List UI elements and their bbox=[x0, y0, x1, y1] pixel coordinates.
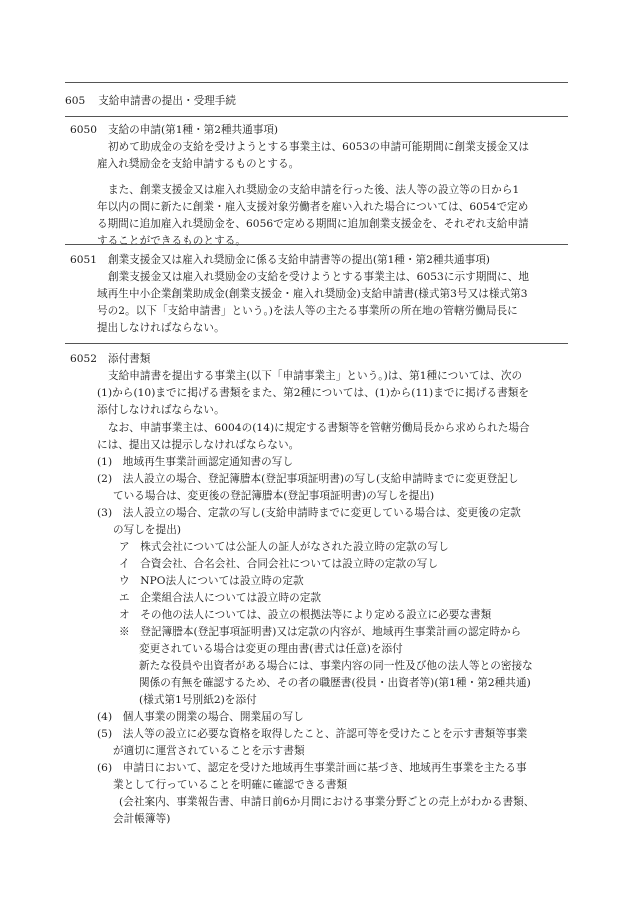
item-title: 創業支援金又は雇入れ奨励金に係る支給申請書等の提出(第1種・第2種共通事項) bbox=[108, 254, 490, 266]
item-number: 6050 bbox=[70, 124, 97, 136]
paragraph-line: なお、申請事業主は、6004の(14)に規定する書類等を管轄労働局長から求められた場合 bbox=[108, 422, 530, 434]
paragraph-line: る期間に追加雇入れ奨励金を、6056で定める期間に追加創業支援金を、それぞれ支給申請 bbox=[97, 218, 529, 230]
section-heading bbox=[65, 93, 236, 110]
paragraph-line: 創業支援金又は雇入れ奨励金の支給を受けようとする事業主は、6053に示す期間に、地 bbox=[108, 271, 529, 283]
paragraph-line: 支給申請書を提出する事業主(以下「申請事業主」という。)は、第1種については、次の bbox=[108, 370, 523, 382]
item-number: 6052 bbox=[70, 353, 97, 365]
list-item: (5) 法人等の設立に必要な資格を取得したこと、許認可等を受けたことを示す書類等事業 bbox=[97, 728, 528, 740]
list-item: (1) 地域再生事業計画認定通知書の写し bbox=[97, 456, 294, 468]
section-6050 bbox=[65, 122, 570, 247]
list-item: (6) 申請日において、認定を受けた地域再生事業計画に基づき、地域再生事業を主たる事 bbox=[97, 762, 527, 774]
sub-item: オ その他の法人については、設立の根拠法等により定める設立に必要な書類 bbox=[119, 609, 492, 621]
item-title: 支給の申請(第1種・第2種共通事項) bbox=[108, 124, 279, 136]
note-continuation: (様式第1号別紙2)を添付 bbox=[139, 694, 257, 706]
paragraph-line: 添付しなければならない。 bbox=[97, 404, 225, 416]
list-item: (2) 法人設立の場合、登記簿謄本(登記事項証明書)の写し(支給申請時までに変更登記し bbox=[97, 473, 519, 485]
note-item: ※ 登記簿謄本(登記事項証明書)又は定款の内容が、地域再生事業計画の認定時から bbox=[119, 626, 522, 638]
list-item-continuation: 業として行っていることを明確に確認できる書類 bbox=[113, 779, 348, 791]
list-item: (3) 法人設立の場合、定款の写し(支給申請時までに変更している場合は、変更後の定款 bbox=[97, 507, 521, 519]
divider bbox=[65, 244, 568, 245]
paragraph-line: 初めて助成金の支給を受けようとする事業主は、6053の申請可能期間に創業支援金又は bbox=[108, 141, 529, 153]
paragraph-line: また、創業支援金又は雇入れ奨励金の支給申請を行った後、法人等の設立等の日から1 bbox=[108, 184, 520, 196]
item-number: 6051 bbox=[70, 254, 97, 266]
section-number: 605 bbox=[65, 95, 86, 107]
section-title: 支給申請書の提出・受理手続 bbox=[98, 95, 236, 107]
section-6052 bbox=[65, 351, 570, 825]
paragraph-line: (1)から(10)までに掲げる書類をまた、第2種については、(1)から(11)までに掲げる書類を bbox=[97, 387, 530, 399]
section-6051 bbox=[65, 252, 570, 342]
paragraph-line: には、提出又は提示しなければならない。 bbox=[97, 439, 300, 451]
list-item-continuation: 会計帳簿等) bbox=[113, 813, 171, 825]
sub-item: エ 企業組合法人については設立時の定款 bbox=[119, 592, 322, 604]
divider bbox=[65, 116, 568, 117]
list-item-continuation: の写しを提出) bbox=[113, 524, 182, 536]
paragraph-line: 雇入れ奨励金を支給申請するものとする。 bbox=[97, 158, 300, 170]
list-item-continuation: (会社案内、事業報告書、申請日前6か月間における事業分野ごとの売上がわかる書類、 bbox=[119, 796, 535, 808]
paragraph-line: 年以内の間に新たに創業・雇入支援対象労働者を雇い入れた場合については、6054で定め bbox=[97, 201, 529, 213]
list-item-continuation: ている場合は、変更後の登記簿謄本(登記事項証明書)の写しを提出) bbox=[113, 490, 435, 502]
divider bbox=[65, 343, 568, 344]
note-continuation: 新たな役員や出資者がある場合には、事業内容の同一性及び他の法人等との密接な bbox=[139, 660, 533, 672]
top-rule bbox=[65, 82, 568, 83]
list-item: (4) 個人事業の開業の場合、開業届の写し bbox=[97, 711, 304, 723]
paragraph-line: することができるものとする。 bbox=[97, 235, 247, 247]
paragraph-line: 提出しなければならない。 bbox=[97, 322, 225, 334]
item-title: 添付書類 bbox=[108, 353, 151, 365]
list-item-continuation: が適切に運営されていることを示す書類 bbox=[113, 745, 305, 757]
paragraph-line: 号の2。以下「支給申請書」という。)を法人等の主たる事業所の所在地の管轄労働局長に bbox=[97, 305, 518, 317]
sub-item: ウ NPO法人については設立時の定款 bbox=[119, 575, 304, 587]
note-continuation: 変更されている場合は変更の理由書(書式は任意)を添付 bbox=[139, 643, 403, 655]
sub-item: イ 合資会社、合名会社、合同会社については設立時の定款の写し bbox=[119, 558, 439, 570]
note-continuation: 関係の有無を確認するため、その者の職歴書(役員・出資者等)(第1種・第2種共通) bbox=[139, 677, 531, 689]
sub-item: ア 株式会社については公証人の証人がなされた設立時の定款の写し bbox=[119, 541, 449, 553]
paragraph-line: 域再生中小企業創業助成金(創業支援金・雇入れ奨励金)支給申請書(様式第3号又は様式第3 bbox=[97, 288, 528, 300]
